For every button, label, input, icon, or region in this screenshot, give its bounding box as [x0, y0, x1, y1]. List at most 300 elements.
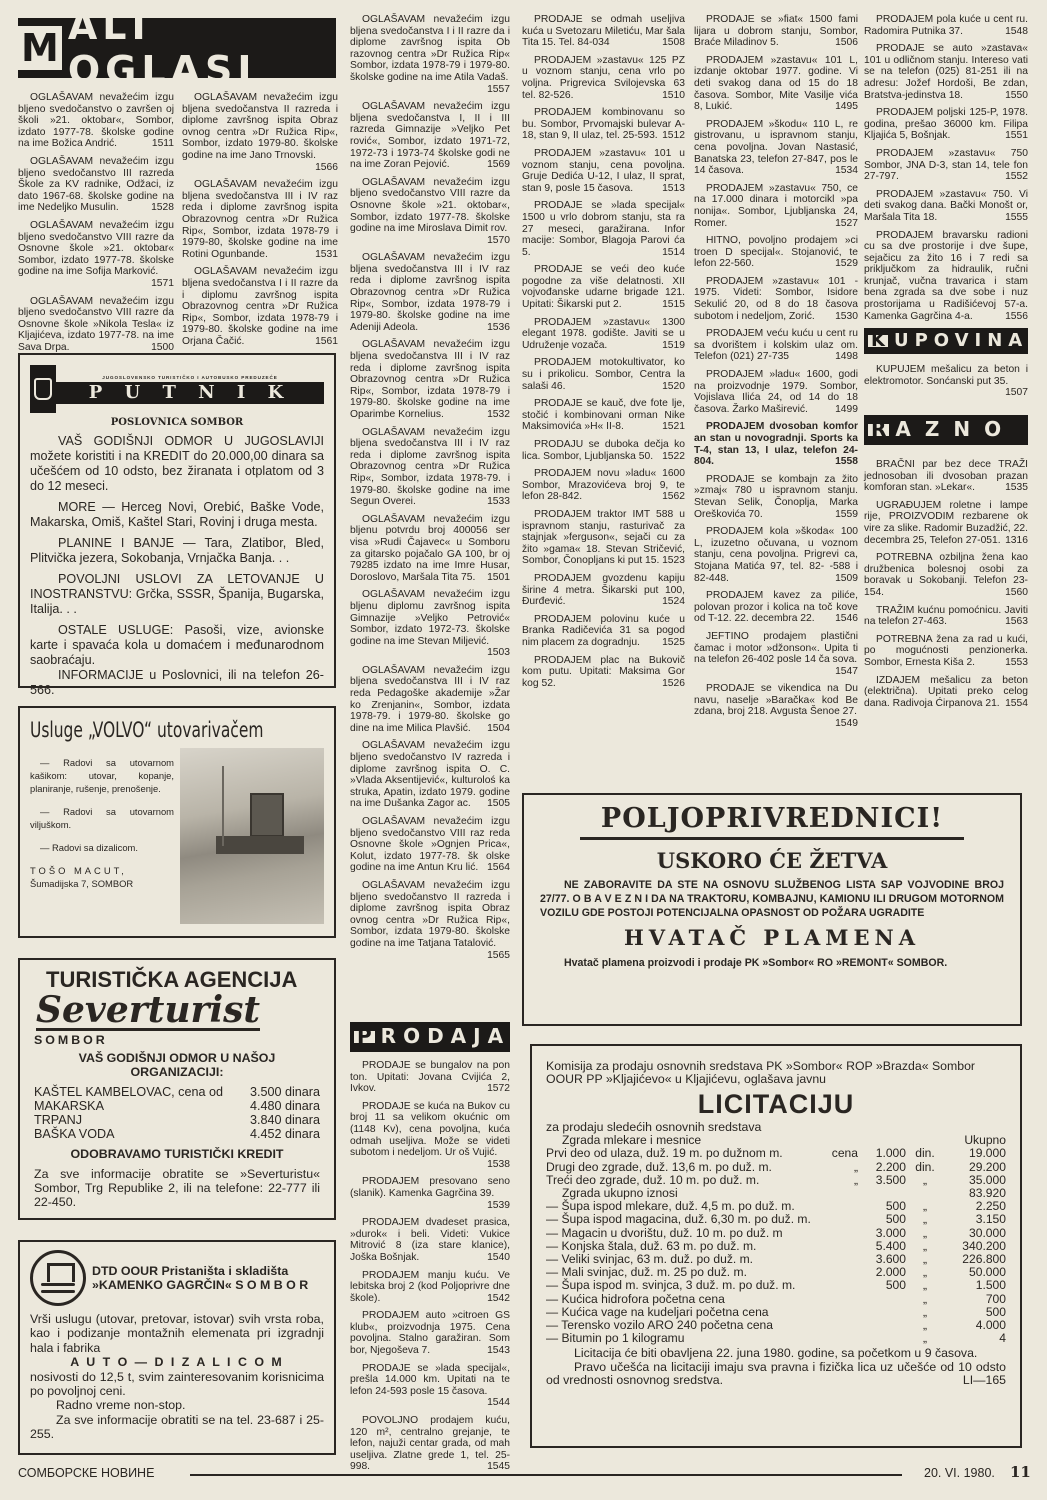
classified-ad — [522, 573, 685, 608]
ad-text: OGLAŠAVAM nevažećim izgu bljeno svedočanstvo VIII razre da Osnovne škole »Nikola Tesla« iz Kljajićeva, izdato 1977-78. na ime Sava Drpa. — [18, 295, 174, 353]
putnik-branch: POSLOVNICA SOMBOR — [110, 417, 244, 428]
total-price: 1.500 — [975, 1278, 1006, 1293]
ad-number: 1514 — [662, 246, 685, 258]
ad-text: IZDAJEM mešalicu za beton (električna). Upitati preko celog dana. Radivoja Ćirpanova 21. — [864, 674, 1028, 709]
ad-number: 1511 — [151, 138, 174, 150]
licitacija-row — [546, 1279, 1006, 1292]
classified-ad — [350, 1217, 510, 1263]
classified-ad — [182, 92, 338, 173]
ad-number: 1507 — [1005, 387, 1028, 399]
ad-number: 1559 — [835, 508, 858, 520]
price-unit: din. — [915, 1159, 935, 1174]
ad-number: 1565 — [487, 949, 510, 961]
ad-number: 1534 — [835, 165, 858, 177]
ad-number: 1509 — [835, 572, 858, 584]
classified-ad — [350, 1415, 510, 1473]
ad-text: OGLAŠAVAM nevažećim izgu bljena svedočanstva III i IV raz reda i diplome završnog ispita Obrazovnog centra »Dr Ružica Rip«, Sombor, izdata 1978-79 i 1979-80, školske godine na ime Rotini Ogunbande. — [182, 179, 338, 260]
licitacija-row — [546, 1332, 1006, 1345]
footer-paper-name: СОМБОРСКЕ НОВИНЕ — [18, 1466, 155, 1480]
poljo-title: POLJOPRIVREDNICI! — [600, 803, 944, 834]
ad-text: PRODAJEM »zastavu« 1300 elegant 1978. godište. Javiti se u Udruženje vozača. — [522, 316, 685, 351]
classified-ad — [864, 230, 1028, 323]
price-unit: „ — [922, 1265, 928, 1280]
ad-number: 1538 — [487, 1158, 510, 1170]
total-price: 226.800 — [962, 1252, 1006, 1267]
volvo-owner-name: TOŠO MACUT, — [30, 865, 127, 876]
putnik-paragraph: VAŠ GODIŠNJI ODMOR U JUGOSLAVIJI možete koristiti i na KREDIT do 20.000,00 dinara sa učešćem od 10 odsto, bez žiranata i otplatom od 3 do 12 meseci. — [30, 434, 324, 493]
total-price: 2.250 — [975, 1199, 1006, 1214]
ad-number: 1533 — [487, 496, 510, 508]
classified-ad — [694, 119, 858, 177]
price-unit: „ — [922, 1331, 928, 1346]
classified-ad — [694, 369, 858, 415]
severturist-ad — [18, 958, 336, 1220]
price: 4.452 dinara — [249, 1127, 320, 1141]
classified-ad — [350, 1310, 510, 1356]
classified-ad — [522, 614, 685, 649]
putnik-body — [30, 434, 324, 698]
classified-ad — [694, 235, 858, 270]
ad-number: 1569 — [487, 159, 510, 171]
item-description: Treći deo zgrade, duž. 10 m. po duž. m. — [546, 1172, 760, 1187]
total-price: 19.000 — [969, 1146, 1006, 1161]
classified-ad — [350, 880, 510, 961]
classified-ad — [350, 1363, 510, 1409]
ad-number: 1513 — [662, 182, 685, 194]
ad-number: 1505 — [487, 798, 510, 810]
ad-text: OGLAŠAVAM nevažećim izgu bljeno svedočanstvo VIII razre da Osnovne škole »21. oktobar« Sombor, izdato 1977-78. školske godine na ime Sofija Marković. — [18, 219, 174, 278]
ad-text: PRODAJEM motokultivator, ko su i prikolicu. Sombor, Centra la salaši 46. — [522, 357, 685, 392]
ad-text: PRODAJEM auto »citroen GS klub«, proizvodnja 1975. Cena povoljna. Stalno garažiran. Som bor, Njegoševa 7. — [350, 1310, 510, 1357]
ad-text: PRODAJE se »lada specijal«, prešla 14.000 km. Upitati na te lefon 24-593 posle 15 časova. — [350, 1362, 510, 1397]
prodaja-ads — [350, 1060, 510, 1473]
ad-text: POTREBNA žena za rad u kući, po mogućnosti penzionerka. Sombor, Ernesta Kiša 2. — [864, 633, 1028, 668]
classified-ad — [694, 590, 858, 625]
dtd-hours: Radno vreme non-stop. — [56, 1398, 186, 1413]
price-prefix — [824, 1253, 858, 1266]
classified-ad — [350, 589, 510, 659]
price-unit: „ — [922, 1278, 928, 1293]
total-price: 35.000 — [969, 1172, 1006, 1187]
ad-number: 1556 — [1005, 310, 1028, 322]
ad-number: 1566 — [315, 161, 338, 173]
ad-number: 1554 — [1005, 697, 1028, 709]
ad-text: PRODAJEM pola kuće u cent ru. Radomira Putnika 37. — [864, 14, 1028, 37]
ad-number: 1531 — [315, 248, 338, 260]
ad-text: PRODAJEM novu »ladu« 1600 Sombor, Mrazovićeva broj 9, te lefon 28-842. — [522, 468, 685, 503]
price: 3.500 dinara — [249, 1085, 320, 1099]
ad-text: OGLAŠAVAM nevažećim izgu bljenu diplomu završnog ispita Gimnazije »Veljko Petrović« Sombor, izdato 1972-73. školske godine na ime Stevan Miljević. — [350, 589, 510, 647]
licitacija-intro: Komisija za prodaju osnovnih sredstava PK »Sombor« ROP »Brazda« Sombor OOUR PP »Kljajićevo« u Kljajićevu, oglašava javnu — [546, 1059, 976, 1087]
ad-number: 1545 — [487, 1461, 510, 1473]
total-price: 500 — [985, 1304, 1006, 1319]
volvo-service-item: — Radovi sa utovarnom kašikom: utovar, kopanje, planiranje, rušenje, prenošenje. — [30, 757, 174, 794]
classified-ad — [350, 1176, 510, 1211]
ad-number: 1547 — [835, 665, 858, 677]
classified-ad — [18, 92, 174, 150]
ad-text: PRODAJE se kauč, dve fote lje, stočić i kombinovani orman Nike Maksimovića »H« II-8. — [522, 398, 685, 433]
ad-number: 1561 — [315, 335, 338, 347]
ad-text: POVOLJNO prodajem kuću, 120 m², centralno grejanje, te lefon, najuži centar grada, od mah useljiva. Zlatne grede 1, tel. 25-998. — [350, 1415, 510, 1473]
price: 4.480 dinara — [249, 1099, 320, 1113]
prodaja-initial: P — [354, 1031, 375, 1043]
ad-text: HITNO, povoljno prodajem »ci troen D specijal«. Stojanović, te lefon 22-560. — [694, 235, 858, 270]
classified-ad — [350, 816, 510, 874]
classified-ad — [864, 14, 1028, 37]
ad-number: 1560 — [1005, 586, 1028, 598]
total-price: 340.200 — [962, 1238, 1006, 1253]
licitacija-subtitle: za prodaju sledećih osnovnih sredstava — [546, 1119, 762, 1134]
dtd-company: »KAMENKO GAGRČIN« S O M B O R — [92, 1278, 309, 1292]
classified-ad — [350, 1060, 510, 1095]
column-5-ads — [694, 14, 858, 736]
classified-ad — [864, 189, 1028, 224]
ad-text: PRODAJEM »zastavu« 750 Sombor, JNA D-3, stan 14, tele fon 27-797. — [864, 147, 1028, 183]
classified-ad — [864, 107, 1028, 142]
ad-number: 1535 — [1005, 482, 1028, 494]
ad-text: PRODAJE se odmah useljiva kuća u Svetozaru Miletiću, Mar šala Tita 15. Tel. 84-034 — [522, 14, 685, 49]
price-row — [34, 1127, 320, 1141]
item-description: Prvi deo od ulaza, duž. 19 m. po dužnom m. — [546, 1146, 783, 1161]
ad-number: 1522 — [662, 450, 685, 462]
licitacija-row — [546, 1161, 1006, 1174]
total-price: 3.150 — [975, 1212, 1006, 1227]
licitacija-row — [546, 1227, 1006, 1240]
ad-text: PRODAJEM kola »škoda« 100 L, izuzetno očuvana, u voznom stanju, cena povoljna. Prigrevi ca, Stojana Matića 97, tel. 82- -588 i 82-448. — [694, 526, 858, 584]
licitacija-table — [546, 1134, 1006, 1345]
ad-text: PRODAJEM »škodu« 110 L, re gistrovanu, u ispravnom stanju, cena povoljna. Jovan Nastasić, Banatska 23, telefon 27-847, pos le 14 časova. — [694, 118, 858, 177]
ad-number: 1508 — [662, 37, 685, 49]
ad-number: 1540 — [487, 1251, 510, 1263]
classified-ad — [350, 252, 510, 333]
ad-text: PRODAJEM dvadeset prasica, »durok« i beli. Videti: Vukice Mitrović 8 (iza stare klanice), Joška Bošnjak. — [350, 1217, 510, 1263]
classified-ad — [350, 665, 510, 735]
footer-rule — [190, 1474, 902, 1476]
unit-price: 500 — [885, 1212, 906, 1227]
putnik-paragraph: POVOLJNI USLOVI ZA LETOVANJE U INOSTRANSTVU: Grčka, SSSR, Španija, Bugarska, Italija. . . — [30, 572, 324, 616]
ad-number: 1546 — [835, 613, 858, 625]
poljo-product: HVATAČ PLAMENA — [623, 925, 921, 950]
classified-ad — [864, 43, 1028, 101]
ad-number: 1316 — [1005, 534, 1028, 546]
column-1-ads — [18, 92, 174, 359]
item-description: Drugi deo zgrade, duž. 13,6 m. po duž. m. — [546, 1159, 772, 1174]
classified-ad — [694, 328, 858, 363]
dtd-logo-icon — [30, 1250, 86, 1306]
ad-text: PRODAJE se kombajn za žito »zmaj« 780 u ispravnom stanju. Stevan Selik, Čonoplja, Marka Oreškovića 70. — [694, 473, 858, 520]
price-prefix — [824, 1213, 858, 1226]
classified-ad — [522, 148, 685, 194]
classified-ad — [182, 179, 338, 260]
dtd-contact: Za sve informacije obratiti se na tel. 23-687 i 25-255. — [30, 1412, 324, 1442]
putnik-logo: P U T N I K — [56, 382, 324, 404]
kupovina-initial: K — [868, 335, 888, 347]
ad-text: BRAČNI par bez dece TRAŽI jednosoban ili dvosoban prazan komforan stan. »Lekar«. — [864, 459, 1028, 494]
unit-price: 5.400 — [875, 1238, 906, 1253]
classified-ad — [522, 107, 685, 142]
classified-ad — [522, 468, 685, 503]
classified-ad — [350, 101, 510, 171]
ad-text: PRODAJEM kavez za piliće, polovan prozor i kolica na toč kove od T-12. 22. decembra 22. — [694, 590, 858, 625]
ad-number: 1498 — [835, 351, 858, 363]
ad-text: PRODAJEM veću kuću u cent ru sa dvorištem i kolskim ulaz om. Telefon (021) 27-735 — [694, 328, 858, 363]
price-prefix — [824, 1240, 858, 1253]
dtd-services: Vrši uslugu (utovar, pretovar, istovar) svih vrsta roba, kao i podizanje montažnih elemenata pri izgradnji hala i fabrika — [30, 1312, 324, 1355]
prodaja-header — [350, 1022, 510, 1052]
ad-text: PRODAJEM kombinovanu so bu. Sombor, Prvomajski bulevar A-18, stan 9, II ulaz, tel. 25-593. — [522, 107, 685, 142]
column-6-sale-ads — [864, 14, 1028, 322]
ad-text: PRODAJEM »zastavu« 125 PZ u voznom stanju, cena vrlo po voljna. Prigrevica Svilojevska 63 tel. 82-526. — [522, 54, 685, 101]
ad-number: 1571 — [151, 277, 174, 289]
price-unit: „ — [922, 1172, 928, 1187]
ad-number: 1572 — [487, 1083, 510, 1095]
severturist-title: TURISTIČKA AGENCIJA — [46, 967, 298, 992]
putnik-paragraph: MORE — Herceg Novi, Orebić, Baške Vode, Makarska, Omiš, Kaštel Stari, Rovinj i druga mesta. — [30, 500, 324, 529]
total-price: 700 — [985, 1291, 1006, 1306]
ad-number: 1548 — [1005, 25, 1028, 37]
ad-text: PRODAJEM »zastavu« 101 L, izdanje oktobar 1977. godine. Vi deti svakog dana od 15 do 18 časova. Sombor, Mite Vasilje vića 8, Lukić. — [694, 54, 858, 113]
classified-ad — [694, 421, 858, 467]
severturist-logo: Severturist — [36, 989, 261, 1031]
item-description: — Bitumin po 1 kilogramu — [546, 1331, 685, 1346]
ad-number: 1564 — [487, 862, 510, 874]
price-row — [34, 1085, 320, 1099]
ad-number: 1543 — [487, 1345, 510, 1357]
ad-text: UGRAĐUJEM roletne i lampe rije, PROIZVODIM rezbarene ok vire za slike. Radomir Buzadžić, 22. decembra 25, Telefon 27-051. — [864, 499, 1028, 546]
ad-text: PRODAJE se vikendica na Du navu, naselje »Baračka« kod Be zdana, broj 218. Avgusta Šenoe 27. — [694, 683, 858, 718]
ad-text: POTREBNA ozbiljna žena kao družbenica bolesnoj osobi za boravak u Sokobanji. Telefon 23-154. — [864, 552, 1028, 598]
ad-text: OGLAŠAVAM nevažećim izgu bljena svedočanstva I, II i III razreda Gimnazije »Veljko Pet rović«, Sombor, izdato 1971-72, 1972-73 i 1973-74 školske godi ne na ime Zoran Pejović. — [350, 101, 510, 171]
classified-ad — [694, 526, 858, 584]
razno-ads — [864, 459, 1028, 709]
ad-number: 1525 — [662, 636, 685, 648]
ad-number: 1512 — [662, 130, 685, 142]
ad-number: 1544 — [487, 1397, 510, 1409]
volvo-title: Usluge „VOLVO“ utovarivačem — [30, 718, 264, 742]
dtd-crane: A U T O — D I Z A L I C O M — [70, 1355, 284, 1370]
price-unit: „ — [922, 1212, 928, 1227]
razno-initial: R — [868, 424, 889, 436]
kupovina-header — [864, 328, 1028, 354]
classified-ad — [350, 14, 510, 95]
price-prefix — [824, 1332, 858, 1345]
destination: BAŠKA VODA — [34, 1127, 115, 1141]
licitacija-row — [546, 1213, 1006, 1226]
price-prefix — [824, 1319, 858, 1332]
ad-text: PRODAJEM bravarsku radioni cu sa dve prostorije i dve šupe, sejačicu za žito 16 i 7 redi sa priključkom za hidraulik, ručni krunjač, vučna travarica i stam bena zgrada sa dve sobe i nuz prostorijama u Radišićevoj 57-a. Kamenka Gagrčina 4-a. — [864, 229, 1028, 322]
ad-text: JEFTINO prodajem plastični čamac i motor »džonson«. Upita ti na telefon 26-402 posle 14 ča sova. — [694, 630, 858, 666]
classified-ad — [522, 200, 685, 258]
ad-number: 1504 — [487, 722, 510, 734]
item-description: — Konjska štala, duž. 63 m. po duž. m. — [546, 1238, 757, 1253]
putnik-paragraph: INFORMACIJE u Poslovnici, ili na telefon 26-566. — [30, 668, 324, 697]
price-unit: din. — [915, 1146, 935, 1161]
classified-ad — [864, 148, 1028, 183]
classified-ad — [350, 177, 510, 247]
ad-number: 1501 — [487, 571, 510, 583]
ad-number: 1527 — [835, 217, 858, 229]
severturist-info: Za sve informacije obratite se »Severturistu« Sombor, Trg Republike 2, ili na telefone: 22-777 ili 22-450. — [34, 1167, 320, 1209]
classified-ad — [694, 631, 858, 677]
classified-ad — [694, 276, 858, 322]
item-description: — Mali svinjac, duž. m. 25 po duž. m. — [546, 1265, 747, 1280]
ad-number: 1551 — [1005, 130, 1028, 142]
classified-ad — [18, 296, 174, 354]
item-description: — Šupa ispod mlekare, duž. 4,5 m. po duž. m. — [546, 1199, 795, 1214]
severturist-city: SOMBOR — [34, 1033, 108, 1047]
putnik-paragraph: OSTALE USLUGE: Pasoši, vize, avionske karte i spavaća kola u domaćem i međunarodnom saobraćaju. — [30, 623, 324, 667]
putnik-paragraph: PLANINE I BANJE — Tara, Zlatibor, Bled, Plitvička jezera, Sokobanja, Vrnjačka Banja. . . — [30, 536, 324, 565]
ad-number: 1562 — [662, 491, 685, 503]
ad-text: PRODAJEM dvosoban komfor an stan u novogradnji. Sports ka T-4, stan 13, I ulaz, telefon 24-804. — [694, 421, 858, 468]
price-unit: „ — [922, 1252, 928, 1267]
classified-ad — [694, 683, 858, 729]
prodaja-title: RODAJA — [380, 1024, 511, 1049]
classified-ad — [350, 514, 510, 584]
severturist-price-table — [34, 1085, 320, 1141]
ad-text: PRODAJEM »zastavu« 750. Vi deti svakog dana. Bački Monošt or, Maršala Tita 18. — [864, 188, 1028, 223]
severturist-heading: VAŠ GODIŠNJI ODMOR U NAŠOJ ORGANIZACIJI: — [78, 1051, 276, 1079]
prodaja-section — [350, 1022, 510, 1479]
kupovina-title: UPOVINA — [893, 330, 1029, 352]
classified-ad — [182, 266, 338, 347]
ad-text: PRODAJEM »zastavu« 101 - 1975. Videti: Sombor, Isidore Sekulić 20, od 8 do 18 časova subotom i nedeljom, Zorić. — [694, 275, 858, 322]
total-price: 30.000 — [969, 1225, 1006, 1240]
ad-text: PRODAJE se veći deo kuće pogodne za više delatnosti. XII vojvođanske udarne brigade 121. Upitati: Šikarski put 2. — [522, 264, 685, 311]
ad-text: OGLAŠAVAM nevažećim izgu bljena svedočanstva III i IV raz reda i diplome završnog ispita Obrazovnog centra »Dr Ružica Rip«, Sombor, izdata 1978-79 i 1979-80. školske godine na ime Oparimbe Kornelius. — [350, 339, 510, 420]
ad-number: 1523 — [662, 555, 685, 567]
ad-number: 1555 — [1005, 211, 1028, 223]
licitacija-row — [546, 1293, 1006, 1306]
ad-text: TRAŽIM kućnu pomoćnicu. Javiti na telefon 27-463. — [864, 604, 1028, 628]
unit-price: 3.600 — [875, 1252, 906, 1267]
ad-text: OGLAŠAVAM nevažećim izgu bljena svedočanstva I i II razre da i diplomu završnog ispita Obrazovnog centra »Dr Ružica Rip«, Sombor, izdata 1978-79 i 1979-80. školske godine na ime Orjana Čačić. — [182, 266, 338, 347]
price-unit: „ — [922, 1304, 928, 1319]
classified-ad — [694, 474, 858, 520]
price-prefix — [824, 1293, 858, 1306]
column-2-ads — [182, 92, 338, 353]
item-description: — Šupa ispod magacina, duž. 6,30 m. po duž. m. — [546, 1212, 811, 1227]
column-3-ads — [350, 14, 510, 967]
ad-text: OGLAŠAVAM nevažećim izgu bljeno svedočanstvo III razreda Škole za KV radnike, Odžaci, iz dato 1967-68. školske godine na ime Nedeljko Musulin. — [18, 155, 174, 214]
classified-ad — [522, 357, 685, 392]
group1-label: Zgrada mlekare i mesnice — [562, 1133, 702, 1148]
volvo-service-list — [30, 756, 174, 854]
classified-ad — [522, 14, 685, 49]
total-header: Ukupno — [964, 1133, 1006, 1148]
unit-price: 3.000 — [875, 1225, 906, 1240]
unit-price: 2.200 — [875, 1159, 906, 1174]
price-prefix — [824, 1200, 858, 1213]
classified-ad — [350, 1101, 510, 1171]
classified-ad — [694, 55, 858, 113]
total-price: 29.200 — [969, 1159, 1006, 1174]
ad-text: PRODAJEM traktor IMT 588 u ispravnom stanju, rasturivač za stajnjak »ferguson«, sejači cu za žito »gama« 18. Stevan Stričević, Sombor, Čonopljans ki put 15. — [522, 508, 685, 567]
item-description: — Terensko vozilo ARO 240 početna cena — [546, 1318, 774, 1333]
ad-number: 1563 — [1005, 616, 1028, 628]
classified-ad — [522, 55, 685, 101]
ad-text: OGLAŠAVAM nevažećim izgu bljena svedočanstva III i IV raz reda i diplome završnog ispita Obrazovnog centra »Dr Ružica Rip«, Sombor, izdata 1978-79 i 1979-80. školske godine na ime Adeniji Adeola. — [350, 252, 510, 333]
ad-number: 1558 — [835, 456, 858, 468]
putnik-tagline: JUGOSLOVENSKO TURISTIČKO I AUTOBUSKO PREDUZEĆE — [102, 375, 278, 380]
classified-ad — [522, 655, 685, 690]
ad-text: OGLAŠAVAM nevažećim izgu bljena svedočanstva III i IV raz reda Pedagoške akademije »Žar ko Zrenjanin«, Sombor, izdata 1978-79. i 1979-80. školske go dine na ime Milica Plavšić. — [350, 664, 510, 734]
unit-price — [858, 1332, 906, 1345]
total-price: 50.000 — [969, 1265, 1006, 1280]
footer-date: 20. VI. 1980. — [924, 1466, 995, 1480]
classified-ad — [350, 427, 510, 508]
unit-price: 500 — [885, 1199, 906, 1214]
ad-text: KUPUJEM mešalicu za beton i elektromotor. Sonćanski put 35. — [864, 364, 1028, 387]
ad-number: 1526 — [662, 677, 685, 689]
price: 3.840 dinara — [249, 1113, 320, 1127]
classified-ad — [694, 14, 858, 49]
unit-price — [858, 1319, 906, 1332]
ad-text: PRODAJEM presovano seno (slanik). Kamenka Gagrčina 39. — [350, 1176, 510, 1199]
ad-number: 1529 — [835, 258, 858, 270]
ad-text: OGLAŠAVAM nevažećim izgu bljeno svedočanstvo VIII raz reda Osnovne škole »Ognjen Prica«, Kolut, izdato 1977-78. šk olske godine na ime Antun Kru lić. — [350, 816, 510, 874]
unit-price — [858, 1293, 906, 1306]
column-4-ads — [522, 14, 685, 695]
ad-number: 1510 — [662, 89, 685, 101]
volvo-owner-address: Šumadijska 7, SOMBOR — [30, 878, 134, 889]
price-unit: „ — [922, 1225, 928, 1240]
ad-text: PRODAJEM »zastavu« 101 u voznom stanju, cena povoljna. Gruje Dedića U-12, I ulaz, II sprat, stan 9, posle 15 časova. — [522, 147, 685, 194]
ad-text: OGLAŠAVAM nevažećim izgu bljeno svedočanstvo IV razreda i diplome završnog ispita O. C. »Vlada Aksentijević«, kulturoloś ka struka, Apatin, izdato 1979. godine na ime Dušanka Zagor ac. — [350, 740, 510, 810]
classified-ad — [18, 156, 174, 214]
putnik-ad — [18, 353, 336, 697]
loader-photo — [180, 748, 324, 924]
group-total-value: 83.920 — [969, 1186, 1006, 1201]
classified-ad — [350, 339, 510, 420]
destination: MAKARSKA — [34, 1099, 104, 1113]
price-prefix — [824, 1306, 858, 1319]
licitacija-code: LI—165 — [962, 1373, 1006, 1388]
classified-ad — [864, 364, 1028, 399]
ad-text: PRODAJEM plac na Bukovič kom putu. Upitati: Maksima Gor kog 52. — [522, 654, 685, 689]
classified-ad — [522, 509, 685, 567]
price-row — [34, 1113, 320, 1127]
ad-number: 1570 — [487, 234, 510, 246]
ad-number: 1506 — [835, 37, 858, 49]
ad-number: 1536 — [487, 321, 510, 333]
item-description: — Kućica hidrofora početna cena — [546, 1291, 725, 1306]
classified-ad — [18, 220, 174, 290]
classified-ad — [522, 398, 685, 433]
classified-ad — [522, 317, 685, 352]
poljoprivrednici-ad — [522, 793, 1022, 1026]
ad-text: PRODAJE se bungalov na pon ton. Upitati: Jovana Cvijića 2, Ivkov. — [350, 1060, 510, 1095]
ad-number: 1499 — [835, 403, 858, 415]
ad-text: OGLAŠAVAM nevažećim izgu bljenu potvrdu broj 400056 ser visa »Rudi Čajavec« u Somboru za gitarsko pojačalo GA 100, br oj 79285 izdato na ime Imre Husar, Doroslovo, Maršala Tita 75. — [350, 513, 510, 583]
destination: TRPANJ — [34, 1113, 83, 1127]
price-prefix — [824, 1279, 858, 1292]
putnik-logo-icon — [30, 365, 56, 413]
licitacija-ad — [530, 1044, 1022, 1448]
ad-text: PRODAJEM gvozdenu kapiju širine 4 metra. Šikarski put 100, Đurđević. — [522, 572, 685, 608]
razno-header — [864, 415, 1028, 445]
price-prefix: „ — [853, 1172, 858, 1187]
licitacija-rows-building — [546, 1147, 1006, 1187]
header-initial: M — [18, 26, 62, 70]
price-row — [34, 1099, 320, 1113]
ad-text: OGLAŠAVAM nevažećim izgu bljena svedočanstva II razreda i diplome završnog ispita Obraz ovnog centra »Dr Ružica Rip«, Sombor, izdato 1979-80. školske godine na ime Jano Trnovski. — [182, 92, 338, 161]
ad-number: 1515 — [662, 299, 685, 311]
ad-text: PRODAJEM manju kuću. Ve lebitska broj 2 (kod Poljoprivre dne škole). — [350, 1269, 510, 1304]
price-unit: „ — [922, 1238, 928, 1253]
price-unit: „ — [922, 1318, 928, 1333]
ad-text: PRODAJE se »fiat« 1500 fami lijara u dobrom stanju, Sombor, Braće Miladinov 5. — [694, 14, 858, 49]
